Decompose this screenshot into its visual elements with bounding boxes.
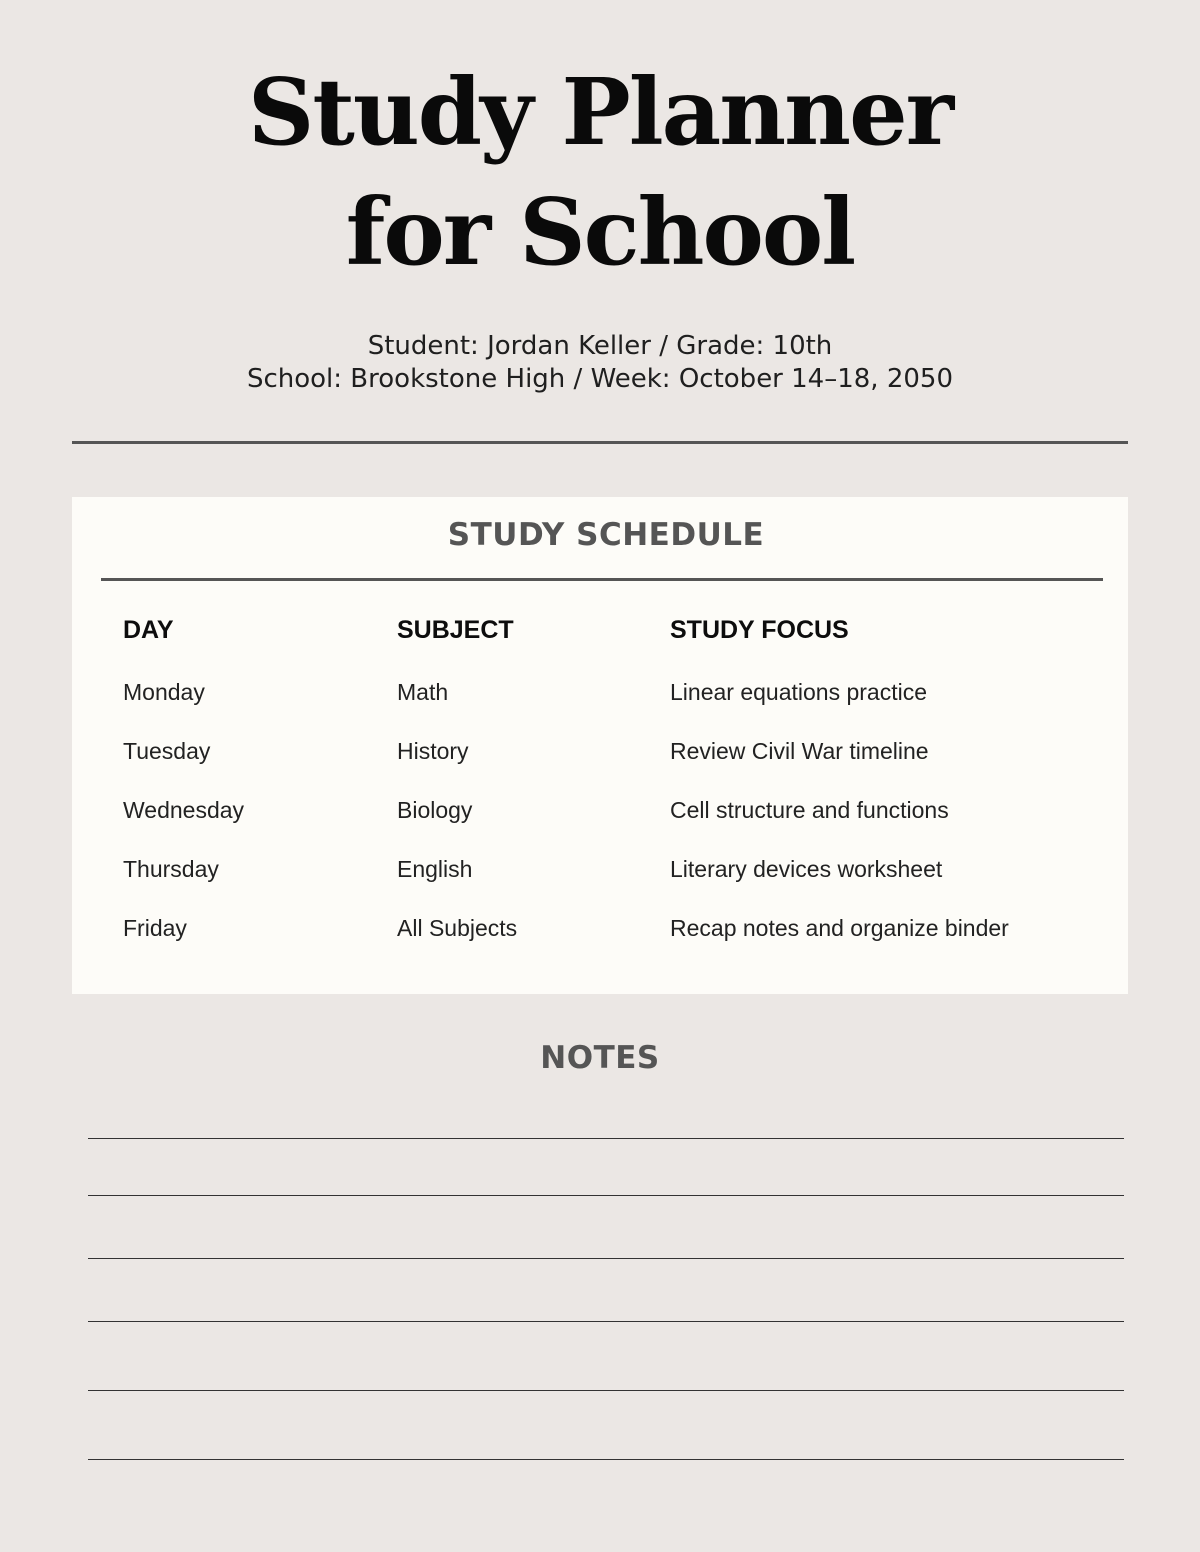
notes-line — [88, 1390, 1124, 1391]
subject-cell: Math — [397, 679, 449, 705]
page-title — [0, 52, 1200, 292]
subject-cell: History — [397, 738, 469, 764]
focus-cell: Cell structure and functions — [670, 797, 949, 823]
column-header-subject: SUBJECT — [397, 616, 514, 644]
notes-line — [88, 1321, 1124, 1322]
header-divider — [72, 441, 1128, 444]
day-cell: Friday — [123, 915, 187, 941]
notes-title: NOTES — [540, 1040, 660, 1076]
notes-line — [88, 1195, 1124, 1196]
student-line: Student: Jordan Keller / Grade: 10th — [367, 331, 833, 361]
school-line: School: Brookstone High / Week: October 14–18, 2050 — [246, 364, 954, 394]
student-info — [0, 330, 1200, 396]
notes-line — [88, 1138, 1124, 1139]
subject-cell: All Subjects — [397, 915, 518, 941]
column-header-study-focus: STUDY FOCUS — [670, 616, 849, 644]
schedule-title: STUDY SCHEDULE — [447, 517, 765, 553]
focus-cell: Recap notes and organize binder — [670, 915, 1009, 941]
column-header-day: DAY — [123, 616, 174, 644]
title-line-1: Study Planner — [247, 58, 953, 166]
title-line-2: for School — [345, 178, 855, 286]
subject-cell: English — [397, 856, 473, 882]
study-schedule-card — [72, 497, 1128, 994]
focus-cell: Linear equations practice — [670, 679, 927, 705]
day-cell: Tuesday — [123, 738, 211, 764]
subject-cell: Biology — [397, 797, 473, 823]
day-cell: Wednesday — [123, 797, 245, 823]
notes-line — [88, 1459, 1124, 1460]
focus-cell: Review Civil War timeline — [670, 738, 929, 764]
day-cell: Thursday — [123, 856, 219, 882]
day-cell: Monday — [123, 679, 205, 705]
schedule-divider — [101, 578, 1103, 581]
notes-line — [88, 1258, 1124, 1259]
focus-cell: Literary devices worksheet — [670, 856, 943, 882]
